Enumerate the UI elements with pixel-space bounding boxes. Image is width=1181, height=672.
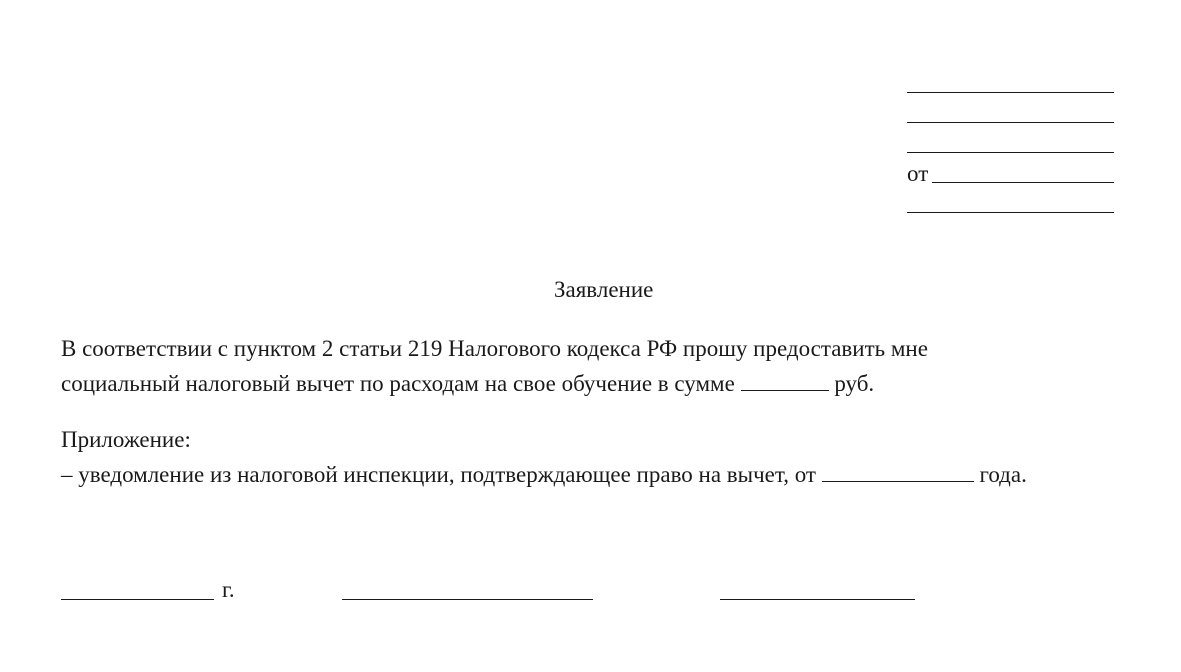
attachment-item xyxy=(61,463,1027,486)
attachment-heading: Приложение: xyxy=(61,427,191,452)
amount-blank[interactable] xyxy=(741,372,829,391)
body-line-2-text: социальный налоговый вычет по расходам на свое обучение в сумме xyxy=(61,371,735,396)
currency-label: руб. xyxy=(834,371,875,396)
addressee-line-1[interactable] xyxy=(907,92,1114,93)
year-suffix: г. xyxy=(222,577,235,602)
from-label: от xyxy=(907,161,929,186)
body-line-1: В соответствии с пунктом 2 статьи 219 Налогового кодекса РФ прошу предоставить мне xyxy=(61,336,928,361)
date-line[interactable] xyxy=(61,599,214,600)
addressee-line-5[interactable] xyxy=(907,212,1114,213)
signature-line[interactable] xyxy=(342,599,593,600)
addressee-line-3[interactable] xyxy=(907,152,1114,153)
notice-date-blank[interactable] xyxy=(822,463,974,482)
year-label: года. xyxy=(979,462,1027,487)
attachment-item-text: – уведомление из налоговой инспекции, подтверждающее право на вычет, от xyxy=(61,462,816,487)
document-title: Заявление xyxy=(554,277,654,302)
body-line-2 xyxy=(61,372,874,395)
addressee-line-2[interactable] xyxy=(907,122,1114,123)
from-name-line[interactable] xyxy=(932,182,1114,183)
name-line[interactable] xyxy=(720,599,915,600)
